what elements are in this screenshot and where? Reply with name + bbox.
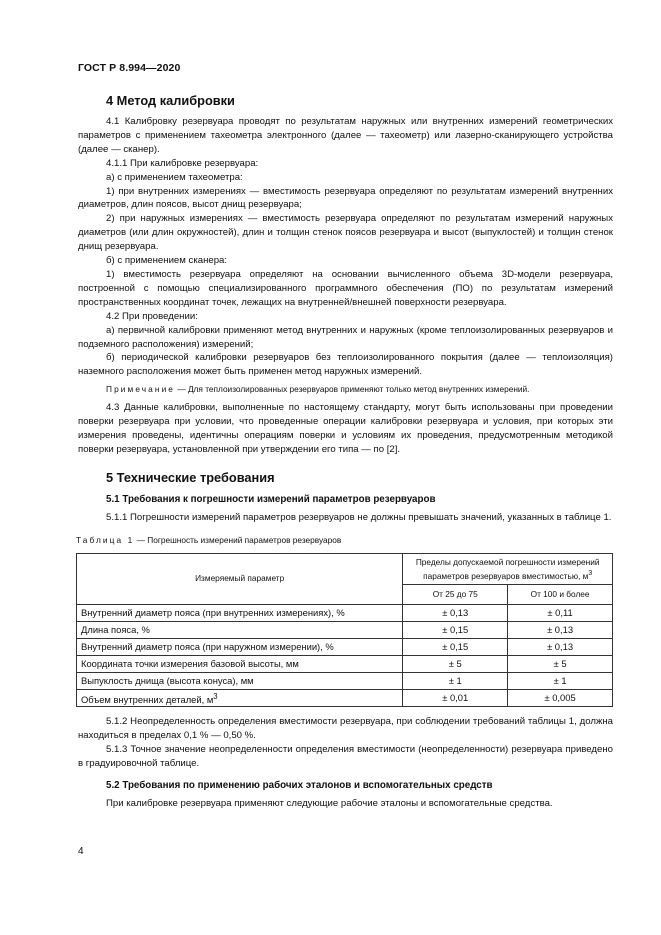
paragraph-4-1: 4.1 Калибровку резервуара проводят по результатам наружных или внутренних измерений геометрических параметров с применением тахеометра электронного (далее — тахеометр) или лазерно-сканирующего устройства (далее — сканер). <box>78 116 613 155</box>
table-row <box>77 656 613 673</box>
page-content <box>78 88 613 811</box>
row-parameter-sup: 3 <box>213 691 218 701</box>
row-parameter: Длина пояса, % <box>77 622 403 639</box>
table-row <box>77 605 613 622</box>
note-4 <box>78 383 613 397</box>
table-row <box>77 673 613 690</box>
row-value-b: ± 0,13 <box>508 622 613 639</box>
table-header-range-a: От 25 до 75 <box>403 585 508 605</box>
table-row <box>77 622 613 639</box>
row-parameter: Выпуклость днища (высота конуса), мм <box>77 673 403 690</box>
row-parameter: Внутренний диаметр пояса (при наружном измерении), % <box>77 639 403 656</box>
row-parameter: Координата точки измерения базовой высоты, мм <box>77 656 403 673</box>
paragraph-4-1-1-a-1: 1) при внутренних измерениях — вместимость резервуара определяют по результатам измерений внутренних диаметров, длин поясов, высот днищ резервуара; <box>78 185 613 211</box>
table-header-limits-text: Пределы допускаемой погрешности измерений параметров резервуаров вместимостью, м <box>415 556 600 581</box>
row-value-a: ± 0,01 <box>403 690 508 707</box>
paragraph-4-2-a: а) первичной калибровки применяют метод внутренних и наружных (кроме теплоизолированных резервуаров и подземного расположения) измерений; <box>78 324 613 350</box>
table-header-parameter: Измеряемый параметр <box>77 553 403 605</box>
row-value-a: ± 0,15 <box>403 622 508 639</box>
paragraph-4-2: 4.2 При проведении: <box>106 310 198 322</box>
row-parameter: Внутренний диаметр пояса (при внутренних измерениях), % <box>77 605 403 622</box>
paragraph-5-2: При калибровке резервуара применяют следующие рабочие эталоны и вспомогательные средства. <box>106 797 553 809</box>
paragraph-4-1-1-b: б) с применением сканера: <box>106 255 228 267</box>
row-value-b: ± 5 <box>508 656 613 673</box>
row-parameter-text: Объем внутренних деталей, м <box>81 693 214 705</box>
paragraph-4-1-1: 4.1.1 При калибровке резервуара: <box>106 157 259 169</box>
paragraph-5-1-3: 5.1.3 Точное значение неопределенности определения вместимости (неопределенности) резервуара приведено в градуировочной таблице. <box>78 744 613 770</box>
page-number: 4 <box>78 846 84 857</box>
section-5-title: 5 Технические требования <box>106 469 275 485</box>
paragraph-4-1-1-b-1: 1) вместимость резервуара определяют на основании вычисленного объема 3D-модели резервуара, построенной с помощью специализированного программного обеспечения (ПО) по результатам измерений пространственных координат точек, лежащих на внутренней/внешней поверхности резервуара. <box>78 268 613 308</box>
row-value-b: ± 1 <box>508 673 613 690</box>
section-4-title: 4 Метод калибровки <box>106 93 235 108</box>
row-value-a: ± 0,15 <box>403 639 508 656</box>
table-header-range-b: От 100 и более <box>508 585 613 605</box>
paragraph-4-3: 4.3 Данные калибровки, выполненные по настоящему стандарту, могут быть использованы при проведении поверки резервуара при условии, что проведенные операции калибровки резервуара и условия, при которых эти измерения проведены, идентичны операциям поверки и условиям их проведения, предусмотренным методикой поверки резервуара, установленной при утверждении его типа — по [2]. <box>78 402 613 455</box>
note-text: — Для теплоизолированных резервуаров применяют только метод внутренних измерений. <box>175 384 530 395</box>
row-value-b: ± 0,005 <box>508 690 613 707</box>
row-parameter <box>77 690 403 707</box>
table-1-title: — Погрешность измерений параметров резервуаров <box>134 534 342 545</box>
paragraph-4-2-b: б) периодической калибровки резервуаров без теплоизолированного покрытия (далее — теплоизоляция) наземного расположения может быть применен метод наружных измерений. <box>78 352 613 378</box>
row-value-b: ± 0,13 <box>508 639 613 656</box>
table-1-caption <box>76 534 613 548</box>
table-row <box>77 690 613 707</box>
paragraph-5-1-1: 5.1.1 Погрешности измерений параметров резервуаров не должны превышать значений, указанных в таблице 1. <box>106 511 612 523</box>
subsection-5-1-title: 5.1 Требования к погрешности измерений параметров резервуаров <box>106 493 436 505</box>
subsection-5-2-title: 5.2 Требования по применению рабочих эталонов и вспомогательных средств <box>106 779 493 791</box>
paragraph-4-1-1-a: а) с применением тахеометра: <box>106 171 243 183</box>
document-id: ГОСТ Р 8.994—2020 <box>78 62 181 74</box>
table-1-label: Таблица 1 <box>76 534 135 545</box>
table-row <box>77 639 613 656</box>
paragraph-4-1-1-a-2: 2) при наружных измерениях — вместимость резервуара определяют по результатам измерений наружных диаметров (или длин окружностей), длин и толщин стенок поясов резервуара и высот (выпуклостей) и толщин стенок днищ резервуара. <box>78 213 613 253</box>
row-value-a: ± 5 <box>403 656 508 673</box>
table-header-limits <box>403 553 613 585</box>
table-header-limits-sup: 3 <box>588 569 593 577</box>
table-1 <box>76 553 613 708</box>
row-value-b: ± 0,11 <box>508 605 613 622</box>
paragraph-5-1-2: 5.1.2 Неопределенность определения вместимости резервуара, при соблюдении требований таблицы 1, должна находиться в пределах 0,1 % — 0,50 %. <box>78 716 613 742</box>
row-value-a: ± 1 <box>403 673 508 690</box>
row-value-a: ± 0,13 <box>403 605 508 622</box>
note-label: Примечание <box>106 384 176 395</box>
